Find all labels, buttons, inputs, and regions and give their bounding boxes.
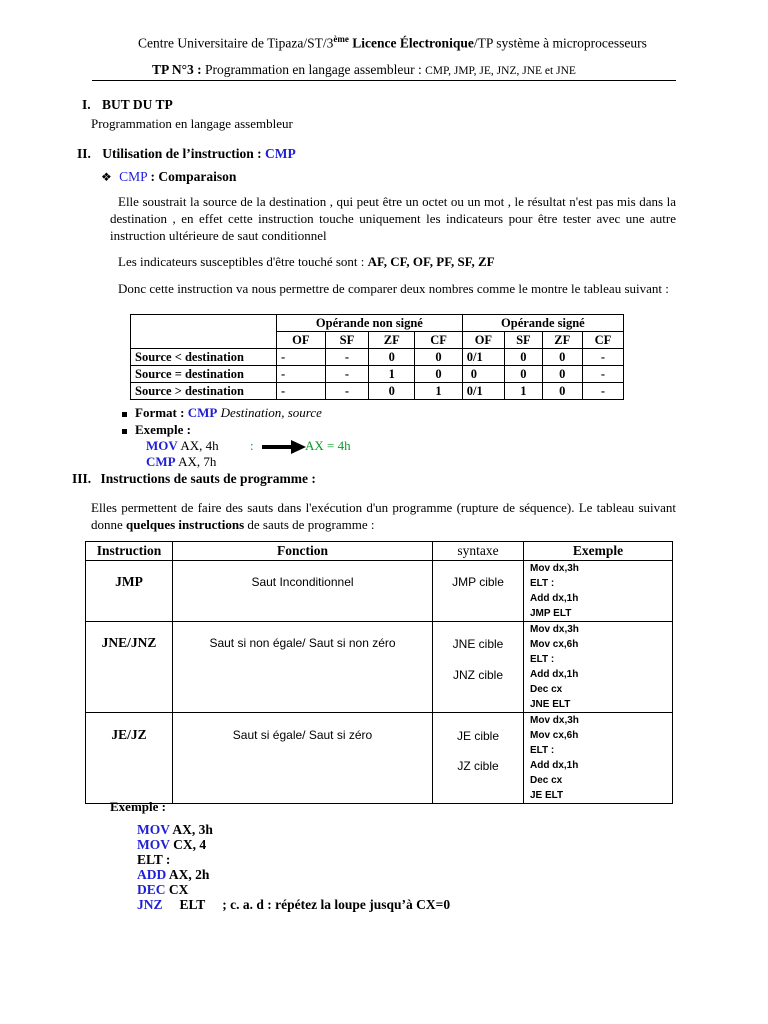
table-corner [131, 315, 277, 349]
cell: - [277, 349, 326, 366]
code-args: ELT [179, 897, 206, 912]
syntaxe-line: JMP cible [452, 575, 504, 589]
code-line: Add dx,1h [530, 760, 579, 771]
section-2-kw: CMP [265, 146, 296, 161]
code-args: CX [168, 882, 189, 897]
header-bold: Licence Électronique [352, 35, 474, 51]
code-line: Mov dx,3h [530, 624, 579, 635]
table-row [86, 561, 673, 622]
fonction-cell: Saut si égale/ Saut si zéro [173, 713, 433, 804]
code-line: Mov cx,6h [530, 639, 579, 650]
cell: - [277, 366, 326, 383]
section-1-text: Programmation en langage assembleur [91, 116, 293, 131]
cell: 1 [369, 366, 415, 383]
cell: 0/1 [462, 383, 504, 400]
code-args: AX, 3h [172, 822, 213, 837]
flag-header: OF [277, 332, 326, 349]
cell: - [582, 383, 623, 400]
section-1-title: BUT DU TP [102, 97, 173, 112]
section-3-num: III. [72, 471, 92, 486]
flag-header: OF [462, 332, 504, 349]
compare-intro: Donc cette instruction va nous permettre de comparer deux nombres comme le montre le tableau suivant : [118, 281, 669, 296]
syntaxe-line: JZ cible [457, 759, 499, 773]
code-kw: MOV [137, 822, 170, 837]
cell: 0 [415, 366, 462, 383]
jumps-intro-bold: quelques instructions [126, 517, 245, 532]
code-line: Add dx,1h [530, 669, 579, 680]
cell: - [325, 366, 369, 383]
code-kw: CMP [146, 454, 176, 469]
header-line [138, 34, 647, 52]
syntaxe-cell [433, 713, 524, 804]
diamond-bullet-icon: ❖ [101, 170, 112, 184]
cell: 0 [369, 383, 415, 400]
flag-header: SF [504, 332, 542, 349]
example-result: AX = 4h [305, 438, 351, 453]
exemple-cell [524, 622, 673, 713]
code-line: Mov cx,6h [530, 730, 579, 741]
section-2-num: II. [77, 146, 91, 161]
code-line [137, 882, 450, 897]
code-line: ELT : [530, 745, 555, 756]
format-kw: CMP [187, 405, 218, 420]
format-label: Format : [135, 405, 185, 420]
col-header-instruction: Instruction [86, 542, 173, 561]
cell: 1 [415, 383, 462, 400]
table-row [86, 713, 673, 804]
table-row [131, 349, 624, 366]
cell: 0 [462, 366, 504, 383]
group-header-unsigned: Opérande non signé [277, 315, 463, 332]
header-rule [92, 80, 676, 81]
code-line: ELT : [530, 654, 555, 665]
example-colon: : [250, 438, 254, 453]
code-line: ELT : [530, 578, 555, 589]
section-3-title: Instructions de sauts de programme : [100, 471, 316, 486]
code-line: Dec cx [530, 684, 563, 695]
example-line-2 [146, 454, 216, 470]
jumps-intro-part2: de sauts de programme : [247, 517, 375, 532]
code-kw: JNZ [137, 897, 163, 912]
syntaxe-line: JNZ cible [452, 668, 503, 682]
code-kw: DEC [137, 882, 166, 897]
code-args: AX, 7h [178, 454, 217, 469]
cell: 0 [542, 349, 582, 366]
table-row [86, 622, 673, 713]
format-line [122, 405, 322, 421]
code-line [137, 852, 450, 867]
col-header-fonction: Fonction [173, 542, 433, 561]
cell: 0 [542, 366, 582, 383]
cell: 0 [504, 349, 542, 366]
cmp-sub-kw: CMP [119, 169, 148, 184]
tp-small: CMP, JMP, JE, JNZ, JNE et JNE [425, 65, 576, 77]
right-arrow-icon [262, 440, 306, 454]
final-example-label: Exemple : [110, 799, 166, 814]
cmp-flags-table [130, 314, 624, 400]
flag-header: SF [325, 332, 369, 349]
header-suffix: /TP système à microprocesseurs [473, 35, 647, 51]
tp-text: Programmation en langage assembleur : [205, 62, 422, 77]
instruction-cell: JMP [86, 561, 173, 622]
jumps-intro [91, 499, 676, 533]
flags-line [118, 254, 495, 270]
syntaxe-line: JNE cible [452, 637, 504, 651]
code-line: Add dx,1h [530, 593, 579, 604]
col-header-exemple: Exemple [524, 542, 673, 561]
flag-header: CF [582, 332, 623, 349]
syntaxe-line: JE cible [456, 729, 500, 743]
flag-header: ZF [542, 332, 582, 349]
example-label: Exemple : [135, 422, 191, 437]
code-line: Mov dx,3h [530, 563, 579, 574]
exemple-cell [524, 561, 673, 622]
section-2-heading [77, 146, 296, 162]
code-args: AX, 2h [168, 867, 210, 882]
code-line: JMP ELT [530, 608, 572, 619]
example-label-line [122, 422, 191, 438]
code-line: Dec cx [530, 775, 563, 786]
cell: - [325, 349, 369, 366]
cmp-description: Elle soustrait la source de la destination , qui peut être un octet ou un mot , le résultat n'est pas mis dans la destination , en effet cette instruction touche uniquement les indicateurs pour être tester avec une autre instruction ultérieure de saut conditionnel [110, 194, 676, 243]
square-bullet-icon [122, 429, 127, 434]
table-row [131, 383, 624, 400]
flags-list: AF, CF, OF, PF, SF, ZF [367, 254, 495, 269]
example-line-1 [146, 438, 219, 454]
final-code-block [137, 822, 450, 912]
code-args: AX, 4h [180, 438, 219, 453]
cell: 0 [369, 349, 415, 366]
code-kw: MOV [146, 438, 178, 453]
cell: 0 [415, 349, 462, 366]
section-1-heading [82, 97, 173, 113]
code-line [137, 867, 450, 882]
cmp-subheading [101, 169, 236, 185]
cell: 0 [542, 383, 582, 400]
tp-label: TP N°3 : [152, 62, 202, 77]
header-prefix: Centre Universitaire de Tipaza/ST/3 [138, 35, 334, 51]
cell: - [325, 383, 369, 400]
syntaxe-cell [433, 561, 524, 622]
code-args: ELT : [137, 852, 171, 867]
cell: 0 [504, 366, 542, 383]
row-label: Source < destination [131, 349, 277, 366]
code-line: JE ELT [530, 790, 564, 801]
square-bullet-icon [122, 412, 127, 417]
header-sup: ème [333, 34, 349, 44]
cell: - [582, 366, 623, 383]
cell: - [277, 383, 326, 400]
flags-prefix: Les indicateurs susceptibles d'être touché sont : [118, 254, 365, 269]
exemple-cell [524, 713, 673, 804]
instruction-cell: JE/JZ [86, 713, 173, 804]
cell: 0/1 [462, 349, 504, 366]
table-row [131, 366, 624, 383]
group-header-signed: Opérande signé [462, 315, 623, 332]
tp-title [152, 62, 576, 78]
cmp-sub-title: : Comparaison [150, 169, 237, 184]
code-line [137, 837, 450, 852]
code-args: CX, 4 [173, 837, 207, 852]
section-2-title: Utilisation de l’instruction : [102, 146, 262, 161]
row-label: Source = destination [131, 366, 277, 383]
section-3-heading [72, 471, 316, 487]
syntaxe-cell [433, 622, 524, 713]
row-label: Source > destination [131, 383, 277, 400]
code-kw: MOV [137, 837, 170, 852]
code-line [137, 822, 450, 837]
instruction-cell: JNE/JNZ [86, 622, 173, 713]
code-line: JNE ELT [530, 699, 571, 710]
flag-header: ZF [369, 332, 415, 349]
section-1-num: I. [82, 97, 91, 112]
jumps-intro-part1: Elles permettent de faire des sauts dans l'exécution d'un programme (rupture de séquence). Le tableau suivant donne [91, 500, 676, 532]
cell: 1 [504, 383, 542, 400]
jump-instructions-table [85, 541, 673, 804]
flag-header: CF [415, 332, 462, 349]
col-header-syntaxe: syntaxe [433, 542, 524, 561]
fonction-cell: Saut si non égale/ Saut si non zéro [173, 622, 433, 713]
code-line [137, 897, 450, 912]
code-comment: ; c. a. d : répétez la loupe jusqu’à CX=0 [222, 897, 451, 912]
fonction-cell: Saut Inconditionnel [173, 561, 433, 622]
code-line: Mov dx,3h [530, 715, 579, 726]
code-kw: ADD [137, 867, 167, 882]
cell: - [582, 349, 623, 366]
format-args: Destination, source [220, 405, 322, 420]
